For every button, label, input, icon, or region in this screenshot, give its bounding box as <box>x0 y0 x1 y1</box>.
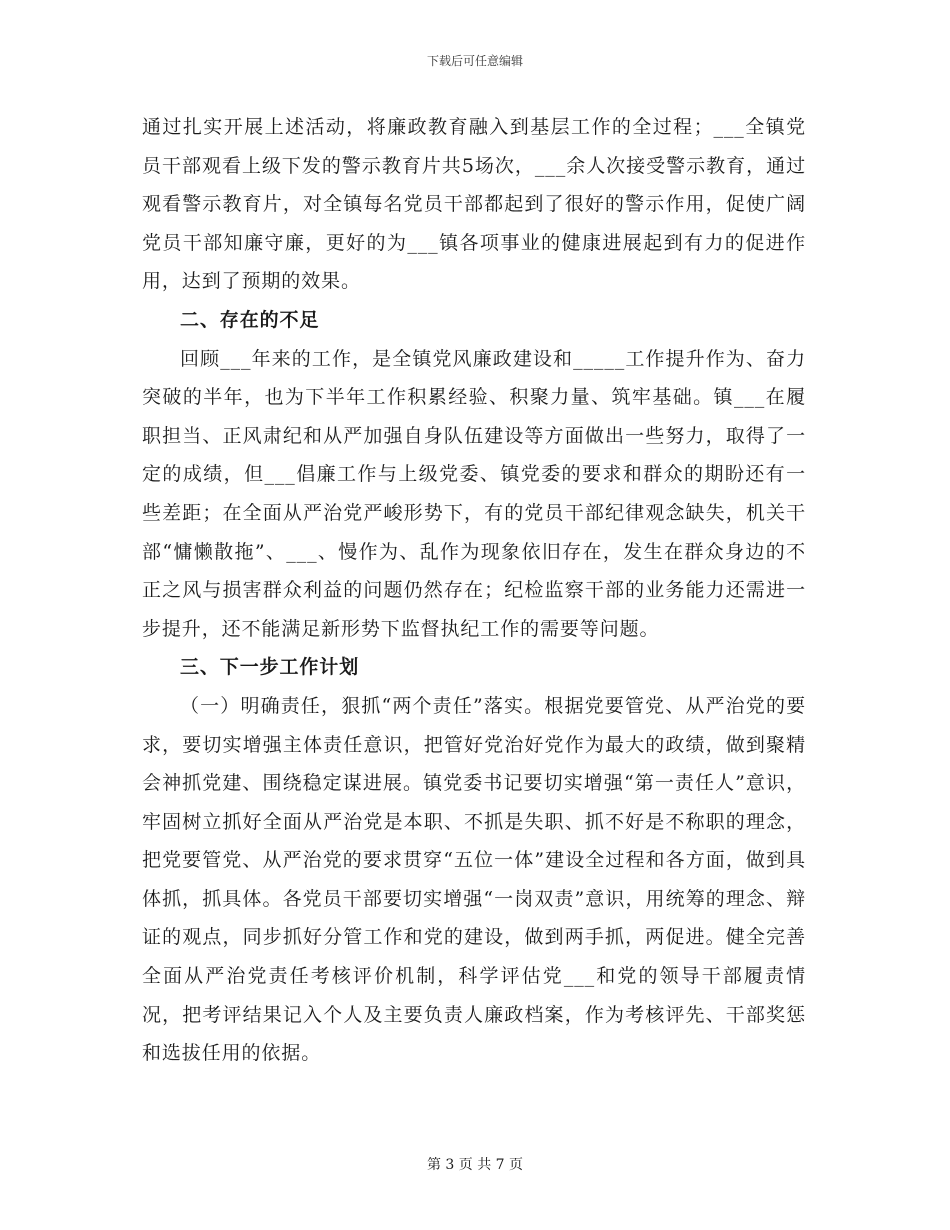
paragraph-next-steps: （一）明确责任，狠抓“两个责任”落实。根据党要管党、从严治党的要求，要切实增强主体责任意识，把管好党治好党作为最大的政绩，做到聚精会神抓党建、围绕稳定谋进展。镇党委书记要切实增强“第一责任人”意识，牢固树立抓好全面从严治党是本职、不抓是失职、抓不好是不称职的理念，把党要管党、从严治党的要求贯穿“五位一体”建设全过程和各方面，做到具体抓，抓具体。各党员干部要切实增强“一岗双责”意识，用统筹的理念、辩证的观点，同步抓好分管工作和党的建设，做到两手抓，两促进。健全完善全面从严治党责任考核评价机制，科学评估党___和党的领导干部履责情况，把考评结果记入个人及主要负责人廉政档案，作为考核评先、干部奖惩和选拔任用的依据。 <box>142 694 806 1065</box>
section-heading-next-steps: 三、下一步工作计划 <box>180 656 360 679</box>
paragraph-continued: 通过扎实开展上述活动，将廉政教育融入到基层工作的全过程；___全镇党员干部观看上级下发的警示教育片共5场次，___余人次接受警示教育，通过观看警示教育片，对全镇每名党员干部都起到了很好的警示作用，促使广阔党员干部知廉守廉，更好的为___镇各项事业的健康进展起到有力的促进作用，达到了预期的效果。 <box>142 116 806 293</box>
paragraph-shortcomings: 回顾___年来的工作，是全镇党风廉政建设和_____工作提升作为、奋力突破的半年，也为下半年工作积累经验、积聚力量、筑牢基础。镇___在履职担当、正风肃纪和从严加强自身队伍建设等方面做出一些努力，取得了一定的成绩，但___倡廉工作与上级党委、镇党委的要求和群众的期盼还有一些差距；在全面从严治党严峻形势下，有的党员干部纪律观念缺失，机关干部“慵懒散拖”、___、慢作为、乱作为现象依旧存在，发生在群众身边的不正之风与损害群众利益的问题仍然存在；纪检监察干部的业务能力还需进一步提升，还不能满足新形势下监督执纪工作的需要等问题。 <box>142 347 806 640</box>
document-body <box>142 108 806 1073</box>
page-number: 第 3 页 共 7 页 <box>426 1157 524 1173</box>
section-heading-shortcomings: 二、存在的不足 <box>180 308 320 331</box>
page-header-note: 下载后可任意编辑 <box>426 54 523 68</box>
